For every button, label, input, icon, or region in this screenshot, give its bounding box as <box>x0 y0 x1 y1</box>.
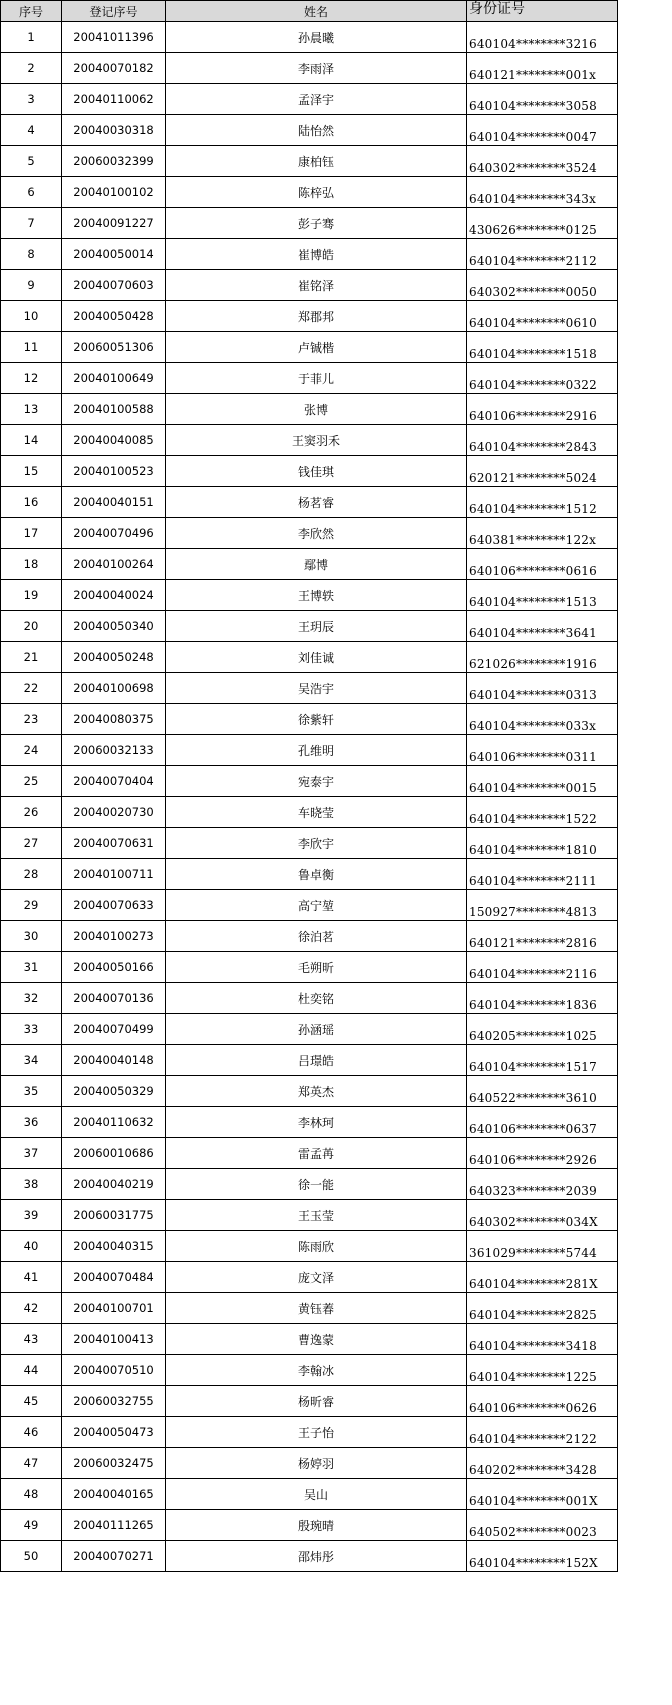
table-row <box>1 84 618 115</box>
cell-registration-number: 20040040151 <box>62 487 166 518</box>
cell-seq: 45 <box>1 1386 62 1417</box>
cell-name: 王子怡 <box>166 1417 467 1448</box>
cell-name: 黄钰萶 <box>166 1293 467 1324</box>
cell-id-number: 640104********0322 <box>467 363 618 394</box>
cell-id-number: 640106********2916 <box>467 394 618 425</box>
table-row <box>1 239 618 270</box>
cell-id-number: 640104********2843 <box>467 425 618 456</box>
cell-seq: 47 <box>1 1448 62 1479</box>
table-row <box>1 1293 618 1324</box>
cell-registration-number: 20040100701 <box>62 1293 166 1324</box>
cell-name: 彭子骞 <box>166 208 467 239</box>
cell-registration-number: 20040100649 <box>62 363 166 394</box>
cell-name: 徐紫轩 <box>166 704 467 735</box>
cell-id-number: 640104********3418 <box>467 1324 618 1355</box>
table-row <box>1 270 618 301</box>
cell-seq: 2 <box>1 53 62 84</box>
cell-registration-number: 20060032133 <box>62 735 166 766</box>
cell-name: 杨昕睿 <box>166 1386 467 1417</box>
cell-name: 崔铭泽 <box>166 270 467 301</box>
table-row <box>1 1324 618 1355</box>
cell-registration-number: 20040070136 <box>62 983 166 1014</box>
cell-name: 王玥辰 <box>166 611 467 642</box>
cell-seq: 28 <box>1 859 62 890</box>
cell-name: 庞文泽 <box>166 1262 467 1293</box>
cell-registration-number: 20060051306 <box>62 332 166 363</box>
header-seq: 序号 <box>1 1 62 22</box>
cell-seq: 44 <box>1 1355 62 1386</box>
cell-registration-number: 20040050473 <box>62 1417 166 1448</box>
cell-id-number: 361029********5744 <box>467 1231 618 1262</box>
cell-seq: 40 <box>1 1231 62 1262</box>
cell-id-number: 640302********3524 <box>467 146 618 177</box>
cell-registration-number: 20060032399 <box>62 146 166 177</box>
cell-seq: 30 <box>1 921 62 952</box>
cell-id-number: 640104********0313 <box>467 673 618 704</box>
cell-name: 郑英杰 <box>166 1076 467 1107</box>
cell-name: 吕璟皓 <box>166 1045 467 1076</box>
table-row <box>1 611 618 642</box>
cell-id-number: 150927********4813 <box>467 890 618 921</box>
cell-seq: 48 <box>1 1479 62 1510</box>
table-row <box>1 425 618 456</box>
table-header-row <box>1 1 618 22</box>
cell-registration-number: 20040091227 <box>62 208 166 239</box>
cell-registration-number: 20040070484 <box>62 1262 166 1293</box>
cell-name: 殷琬晴 <box>166 1510 467 1541</box>
cell-registration-number: 20040020730 <box>62 797 166 828</box>
cell-name: 高宁堃 <box>166 890 467 921</box>
cell-registration-number: 20041011396 <box>62 22 166 53</box>
table-row <box>1 487 618 518</box>
table-row <box>1 1138 618 1169</box>
cell-id-number: 640202********3428 <box>467 1448 618 1479</box>
cell-seq: 29 <box>1 890 62 921</box>
cell-registration-number: 20040040085 <box>62 425 166 456</box>
cell-id-number: 640121********2816 <box>467 921 618 952</box>
table-row <box>1 890 618 921</box>
cell-name: 邵炜彤 <box>166 1541 467 1572</box>
cell-id-number: 640205********1025 <box>467 1014 618 1045</box>
table-row <box>1 518 618 549</box>
cell-registration-number: 20040070603 <box>62 270 166 301</box>
cell-seq: 46 <box>1 1417 62 1448</box>
table-row <box>1 1417 618 1448</box>
table-row <box>1 1076 618 1107</box>
cell-name: 崔博皓 <box>166 239 467 270</box>
cell-registration-number: 20060010686 <box>62 1138 166 1169</box>
cell-seq: 26 <box>1 797 62 828</box>
table-row <box>1 797 618 828</box>
cell-name: 陈梓弘 <box>166 177 467 208</box>
cell-name: 杨婷羽 <box>166 1448 467 1479</box>
table-row <box>1 1200 618 1231</box>
table-row <box>1 1355 618 1386</box>
cell-registration-number: 20040050014 <box>62 239 166 270</box>
table-row <box>1 146 618 177</box>
table-row <box>1 22 618 53</box>
cell-registration-number: 20040110062 <box>62 84 166 115</box>
cell-seq: 37 <box>1 1138 62 1169</box>
cell-name: 杨茗睿 <box>166 487 467 518</box>
cell-seq: 13 <box>1 394 62 425</box>
cell-id-number: 640104********1513 <box>467 580 618 611</box>
cell-name: 卢铖楷 <box>166 332 467 363</box>
cell-id-number: 640106********0616 <box>467 549 618 580</box>
cell-seq: 5 <box>1 146 62 177</box>
cell-seq: 23 <box>1 704 62 735</box>
cell-id-number: 640121********001x <box>467 53 618 84</box>
cell-id-number: 640104********2825 <box>467 1293 618 1324</box>
cell-registration-number: 20040070182 <box>62 53 166 84</box>
cell-name: 李欣宇 <box>166 828 467 859</box>
cell-seq: 9 <box>1 270 62 301</box>
cell-seq: 16 <box>1 487 62 518</box>
cell-seq: 27 <box>1 828 62 859</box>
cell-seq: 17 <box>1 518 62 549</box>
cell-id-number: 430626********0125 <box>467 208 618 239</box>
cell-name: 王博轶 <box>166 580 467 611</box>
cell-seq: 8 <box>1 239 62 270</box>
cell-name: 张博 <box>166 394 467 425</box>
cell-name: 鄢博 <box>166 549 467 580</box>
cell-registration-number: 20040070631 <box>62 828 166 859</box>
cell-registration-number: 20040070271 <box>62 1541 166 1572</box>
cell-registration-number: 20040050166 <box>62 952 166 983</box>
cell-seq: 15 <box>1 456 62 487</box>
cell-registration-number: 20040100523 <box>62 456 166 487</box>
cell-registration-number: 20040100698 <box>62 673 166 704</box>
cell-registration-number: 20040040148 <box>62 1045 166 1076</box>
header-registration-number: 登记序号 <box>62 1 166 22</box>
cell-registration-number: 20040110632 <box>62 1107 166 1138</box>
cell-seq: 1 <box>1 22 62 53</box>
cell-registration-number: 20040070496 <box>62 518 166 549</box>
cell-id-number: 640104********2112 <box>467 239 618 270</box>
cell-name: 李雨泽 <box>166 53 467 84</box>
cell-id-number: 640104********152X <box>467 1541 618 1572</box>
cell-seq: 11 <box>1 332 62 363</box>
cell-name: 孔维明 <box>166 735 467 766</box>
cell-name: 陆怡然 <box>166 115 467 146</box>
cell-id-number: 640381********122x <box>467 518 618 549</box>
table-row <box>1 1510 618 1541</box>
cell-id-number: 640104********1810 <box>467 828 618 859</box>
cell-name: 鲁卓衡 <box>166 859 467 890</box>
cell-id-number: 621026********1916 <box>467 642 618 673</box>
table-row <box>1 828 618 859</box>
cell-seq: 19 <box>1 580 62 611</box>
cell-registration-number: 20040040024 <box>62 580 166 611</box>
cell-seq: 39 <box>1 1200 62 1231</box>
cell-id-number: 640104********0047 <box>467 115 618 146</box>
cell-name: 李欣然 <box>166 518 467 549</box>
cell-seq: 22 <box>1 673 62 704</box>
table-row <box>1 735 618 766</box>
cell-registration-number: 20040070404 <box>62 766 166 797</box>
cell-registration-number: 20040040315 <box>62 1231 166 1262</box>
cell-name: 孙晨曦 <box>166 22 467 53</box>
cell-seq: 10 <box>1 301 62 332</box>
cell-registration-number: 20040100102 <box>62 177 166 208</box>
cell-id-number: 640104********3641 <box>467 611 618 642</box>
cell-seq: 18 <box>1 549 62 580</box>
cell-seq: 20 <box>1 611 62 642</box>
cell-id-number: 620121********5024 <box>467 456 618 487</box>
cell-seq: 42 <box>1 1293 62 1324</box>
cell-registration-number: 20040040165 <box>62 1479 166 1510</box>
cell-seq: 50 <box>1 1541 62 1572</box>
cell-registration-number: 20040100711 <box>62 859 166 890</box>
table-row <box>1 642 618 673</box>
cell-name: 李翰冰 <box>166 1355 467 1386</box>
cell-name: 车晓莹 <box>166 797 467 828</box>
table-row <box>1 983 618 1014</box>
cell-registration-number: 20040080375 <box>62 704 166 735</box>
cell-id-number: 640106********0311 <box>467 735 618 766</box>
cell-registration-number: 20060032475 <box>62 1448 166 1479</box>
cell-seq: 21 <box>1 642 62 673</box>
table-row <box>1 1541 618 1572</box>
cell-registration-number: 20040100273 <box>62 921 166 952</box>
cell-seq: 25 <box>1 766 62 797</box>
cell-name: 毛朔昕 <box>166 952 467 983</box>
cell-name: 曹逸蒙 <box>166 1324 467 1355</box>
cell-name: 于菲儿 <box>166 363 467 394</box>
cell-seq: 31 <box>1 952 62 983</box>
cell-id-number: 640104********1512 <box>467 487 618 518</box>
cell-id-number: 640104********1522 <box>467 797 618 828</box>
cell-registration-number: 20040070510 <box>62 1355 166 1386</box>
cell-registration-number: 20040070633 <box>62 890 166 921</box>
cell-id-number: 640104********1517 <box>467 1045 618 1076</box>
table-row <box>1 363 618 394</box>
cell-name: 孙涵瑶 <box>166 1014 467 1045</box>
cell-name: 徐泊茗 <box>166 921 467 952</box>
cell-name: 吴浩宇 <box>166 673 467 704</box>
cell-seq: 35 <box>1 1076 62 1107</box>
cell-name: 杜奕铭 <box>166 983 467 1014</box>
cell-name: 钱佳琪 <box>166 456 467 487</box>
table-body <box>1 22 618 1572</box>
table-row <box>1 1107 618 1138</box>
cell-registration-number: 20040040219 <box>62 1169 166 1200</box>
table-row <box>1 177 618 208</box>
cell-seq: 36 <box>1 1107 62 1138</box>
cell-id-number: 640302********0050 <box>467 270 618 301</box>
cell-registration-number: 20040070499 <box>62 1014 166 1045</box>
cell-seq: 14 <box>1 425 62 456</box>
cell-name: 李林珂 <box>166 1107 467 1138</box>
table-row <box>1 394 618 425</box>
cell-id-number: 640522********3610 <box>467 1076 618 1107</box>
table-row <box>1 766 618 797</box>
cell-id-number: 640104********1836 <box>467 983 618 1014</box>
table-row <box>1 921 618 952</box>
table-row <box>1 1045 618 1076</box>
cell-name: 郑郡邦 <box>166 301 467 332</box>
cell-id-number: 640104********033x <box>467 704 618 735</box>
cell-id-number: 640104********0610 <box>467 301 618 332</box>
cell-seq: 6 <box>1 177 62 208</box>
cell-registration-number: 20040100264 <box>62 549 166 580</box>
cell-id-number: 640104********2111 <box>467 859 618 890</box>
header-name: 姓名 <box>166 1 467 22</box>
table-row <box>1 580 618 611</box>
cell-name: 刘佳诚 <box>166 642 467 673</box>
cell-id-number: 640104********0015 <box>467 766 618 797</box>
table-row <box>1 704 618 735</box>
table-row <box>1 1479 618 1510</box>
cell-id-number: 640104********1225 <box>467 1355 618 1386</box>
cell-id-number: 640104********1518 <box>467 332 618 363</box>
cell-name: 吴山 <box>166 1479 467 1510</box>
table-row <box>1 1169 618 1200</box>
cell-registration-number: 20040111265 <box>62 1510 166 1541</box>
cell-id-number: 640302********034X <box>467 1200 618 1231</box>
cell-name: 王窦羽禾 <box>166 425 467 456</box>
cell-id-number: 640104********281X <box>467 1262 618 1293</box>
cell-name: 徐一能 <box>166 1169 467 1200</box>
cell-id-number: 640104********2122 <box>467 1417 618 1448</box>
cell-registration-number: 20040050329 <box>62 1076 166 1107</box>
cell-seq: 33 <box>1 1014 62 1045</box>
cell-id-number: 640323********2039 <box>467 1169 618 1200</box>
cell-id-number: 640104********3216 <box>467 22 618 53</box>
cell-registration-number: 20060032755 <box>62 1386 166 1417</box>
table-row <box>1 1262 618 1293</box>
table-row <box>1 208 618 239</box>
cell-seq: 4 <box>1 115 62 146</box>
cell-name: 陈雨欣 <box>166 1231 467 1262</box>
cell-seq: 49 <box>1 1510 62 1541</box>
cell-seq: 34 <box>1 1045 62 1076</box>
cell-id-number: 640104********343x <box>467 177 618 208</box>
cell-id-number: 640104********001X <box>467 1479 618 1510</box>
table-row <box>1 332 618 363</box>
cell-registration-number: 20040050340 <box>62 611 166 642</box>
table-row <box>1 1386 618 1417</box>
table-row <box>1 53 618 84</box>
cell-id-number: 640502********0023 <box>467 1510 618 1541</box>
cell-registration-number: 20040030318 <box>62 115 166 146</box>
table-row <box>1 301 618 332</box>
header-id-number: 身份证号 <box>467 1 618 22</box>
table-row <box>1 456 618 487</box>
cell-seq: 3 <box>1 84 62 115</box>
cell-id-number: 640106********0637 <box>467 1107 618 1138</box>
table-row <box>1 673 618 704</box>
cell-name: 孟泽宇 <box>166 84 467 115</box>
table-row <box>1 1448 618 1479</box>
table-row <box>1 859 618 890</box>
cell-name: 康柏钰 <box>166 146 467 177</box>
cell-seq: 43 <box>1 1324 62 1355</box>
table-row <box>1 952 618 983</box>
cell-seq: 24 <box>1 735 62 766</box>
cell-name: 王玉莹 <box>166 1200 467 1231</box>
cell-seq: 7 <box>1 208 62 239</box>
table-row <box>1 115 618 146</box>
table-row <box>1 1231 618 1262</box>
cell-seq: 32 <box>1 983 62 1014</box>
cell-name: 雷孟苒 <box>166 1138 467 1169</box>
cell-registration-number: 20040100588 <box>62 394 166 425</box>
table-row <box>1 1014 618 1045</box>
cell-seq: 12 <box>1 363 62 394</box>
cell-registration-number: 20040050428 <box>62 301 166 332</box>
cell-registration-number: 20040100413 <box>62 1324 166 1355</box>
cell-id-number: 640106********0626 <box>467 1386 618 1417</box>
table-row <box>1 549 618 580</box>
cell-id-number: 640104********2116 <box>467 952 618 983</box>
cell-name: 宛泰宇 <box>166 766 467 797</box>
cell-id-number: 640104********3058 <box>467 84 618 115</box>
cell-id-number: 640106********2926 <box>467 1138 618 1169</box>
cell-seq: 41 <box>1 1262 62 1293</box>
cell-seq: 38 <box>1 1169 62 1200</box>
cell-registration-number: 20040050248 <box>62 642 166 673</box>
cell-registration-number: 20060031775 <box>62 1200 166 1231</box>
